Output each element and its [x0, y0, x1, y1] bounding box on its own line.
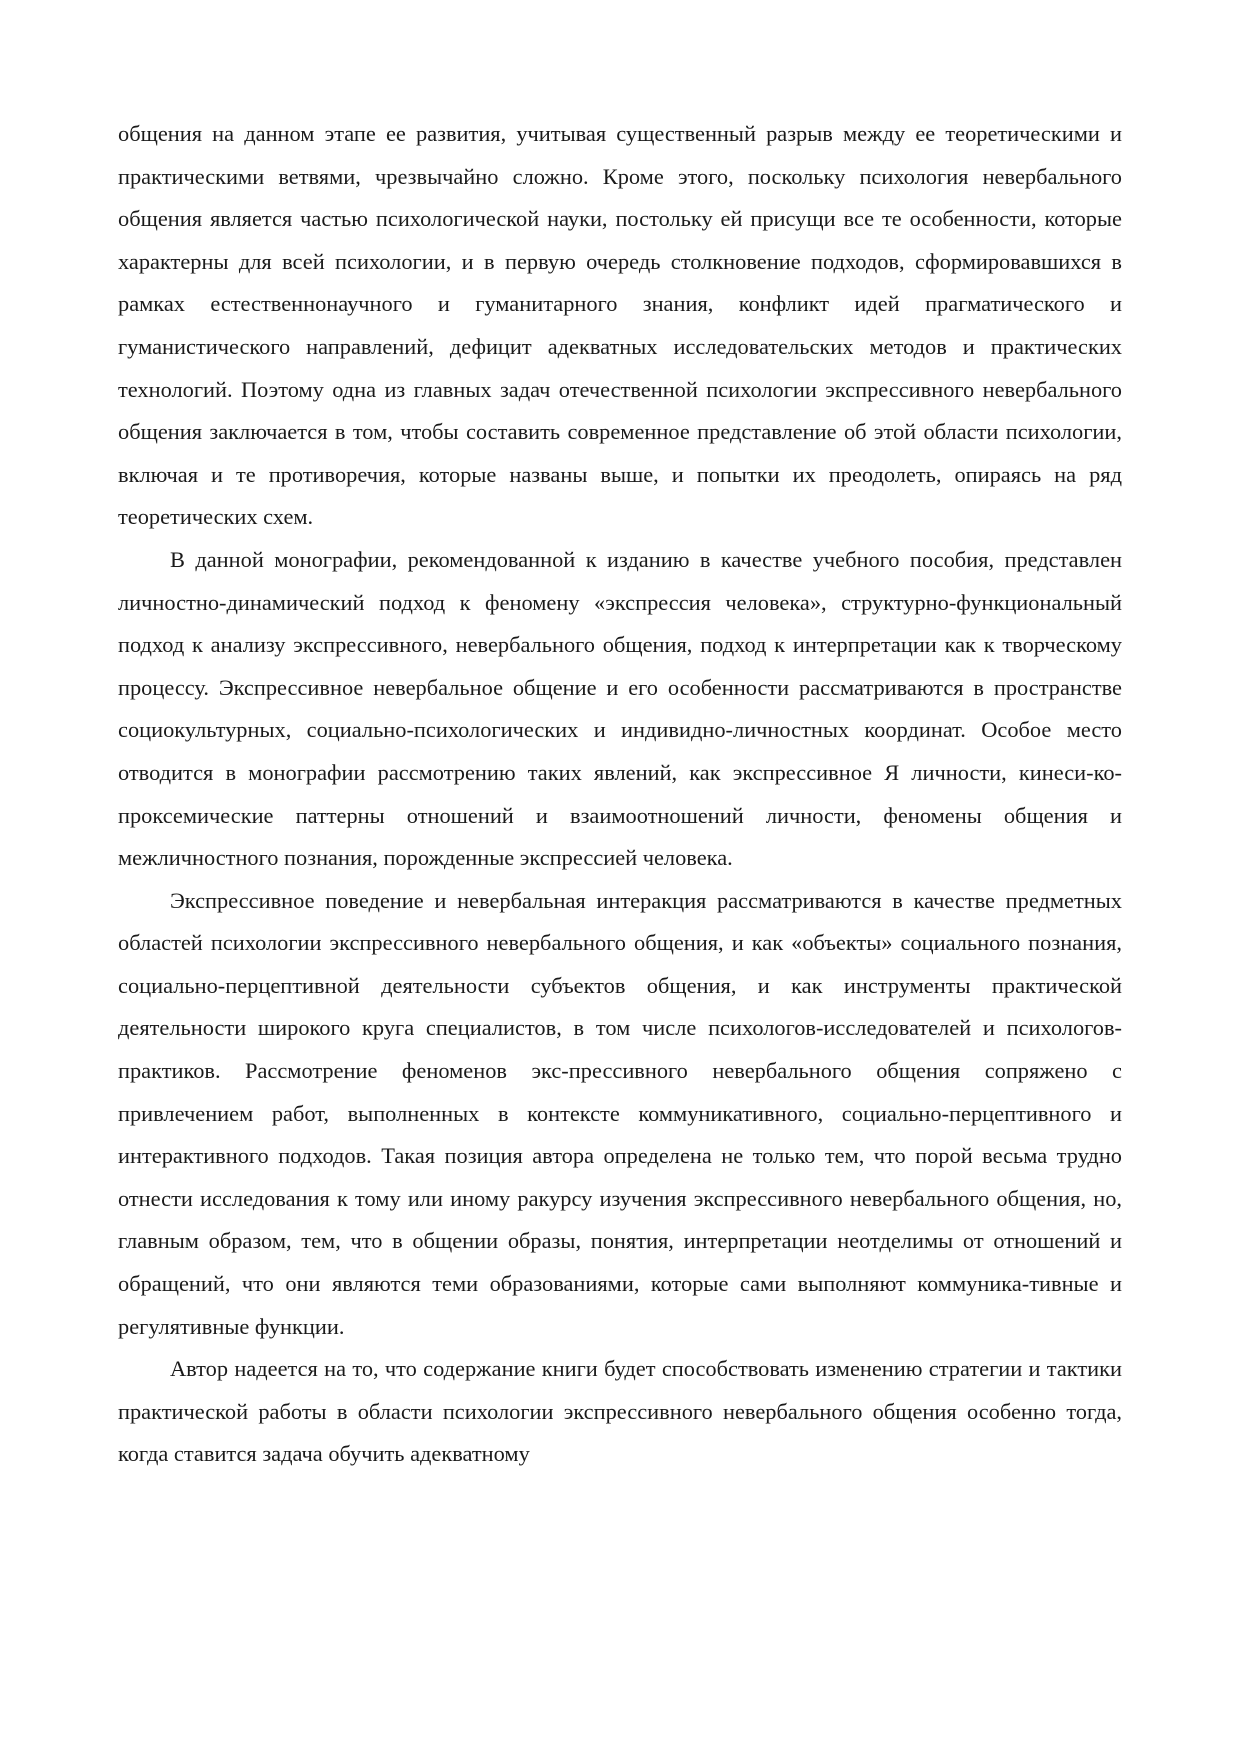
- paragraph-continuation: общения на данном этапе ее развития, учитывая существенный разрыв между ее теоретическими и практическими ветвями, чрезвычайно сложно. Кроме этого, поскольку психология невербального общения является частью психологической науки, постольку ей присущи все те особенности, которые характерны для всей психологии, и в первую очередь столкновение подходов, сформировавшихся в рамках естественнонаучного и гуманитарного знания, конфликт идей прагматического и гуманистического направлений, дефицит адекватных исследовательских методов и практических технологий. Поэтому одна из главных задач отечественной психологии экспрессивного невербального общения заключается в том, чтобы составить современное представление об этой области психологии, включая и те противоречия, которые названы выше, и попытки их преодолеть, опираясь на ряд теоретических схем.: [118, 121, 1122, 530]
- paragraph-monograph-overview: В данной монографии, рекомендованной к изданию в качестве учебного пособия, представлен личностно-динамический подход к феномену «экспрессия человека», структурно-функциональный подход к анализу экспрессивного, невербального общения, подход к интерпретации как к творческому процессу. Экспрессивное невербальное общение и его особенности рассматриваются в пространстве социокультурных, социально-психологических и индивидно-личностных координат. Особое место отводится в монографии рассмотрению таких явлений, как экспрессивное Я личности, кинеси-ко-проксемические паттерны отношений и взаимоотношений личности, феномены общения и межличностного познания, порожденные экспрессией человека.: [118, 546, 1122, 871]
- paragraph-expressive-behavior: Экспрессивное поведение и невербальная интеракция рассматриваются в качестве предметных областей психологии экспрессивного невербального общения, и как «объекты» социального познания, социально-перцептивной деятельности субъектов общения, и как инструменты практической деятельности широкого круга специалистов, в том числе психологов-исследователей и психологов-практиков. Рассмотрение феноменов экс-прессивного невербального общения сопряжено с привлечением работ, выполненных в контексте коммуникативного, социально-перцептивного и интерактивного подходов. Такая позиция автора определена не только тем, что порой весьма трудно отнести исследования к тому или иному ракурсу изучения экспрессивного невербального общения, но, главным образом, тем, что в общении образы, понятия, интерпретации неотделимы от отношений и обращений, что они являются теми образованиями, которые сами выполняют коммуника-тивные и регулятивные функции.: [118, 887, 1122, 1339]
- page-body-text: [118, 113, 1122, 1476]
- paragraph-author-hope: Автор надеется на то, что содержание книги будет способствовать изменению стратегии и тактики практической работы в области психологии экспрессивного невербального общения особенно тогда, когда ставится задача обучить адекватному: [118, 1356, 1122, 1467]
